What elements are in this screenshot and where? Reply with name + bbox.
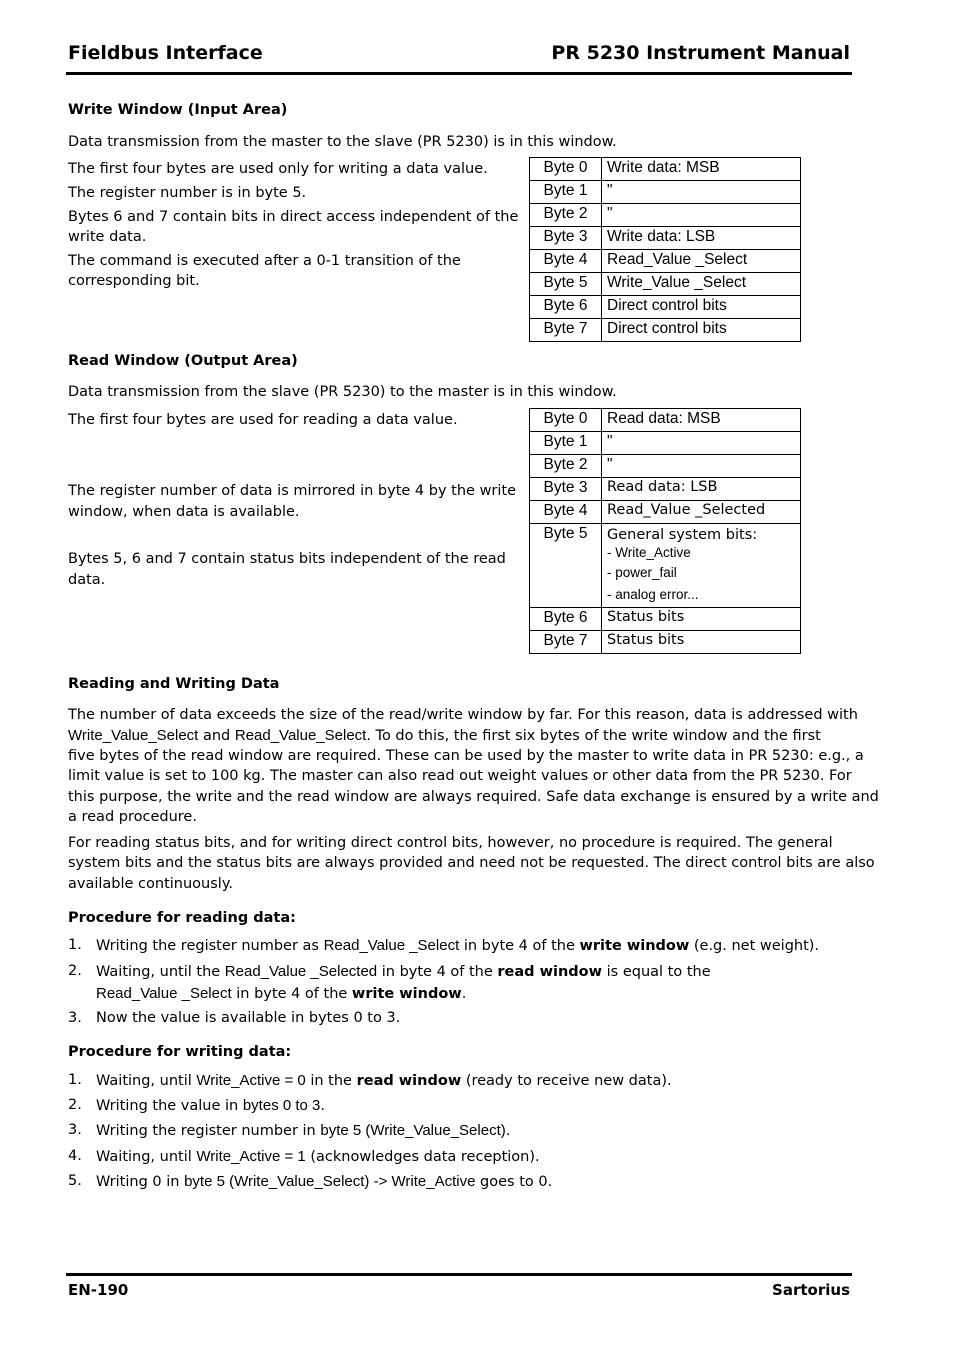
byte-value: Read data: MSB xyxy=(602,409,801,432)
write-window-heading: Write Window (Input Area) xyxy=(68,102,288,118)
byte-value: Write data: MSB xyxy=(602,158,801,181)
list-number: 1. xyxy=(68,937,82,953)
table-row xyxy=(530,204,801,227)
write-window-p3a: Bytes 6 and 7 contain bits in direct access independent of the xyxy=(68,209,519,225)
system-bit-item: - Write_Active xyxy=(607,545,691,560)
byte-value: Read data: LSB xyxy=(602,478,801,501)
byte-label: Byte 6 xyxy=(530,608,602,631)
byte-value xyxy=(602,524,801,608)
read-window-p2a: The register number of data is mirrored in byte 4 by the write xyxy=(68,483,517,499)
rw-para1-line2 xyxy=(68,726,821,746)
byte-label: Byte 3 xyxy=(530,478,602,501)
byte-value: " xyxy=(602,455,801,478)
write-window-p3b: write data. xyxy=(68,229,147,245)
text-fragment: . To do this, the first six bytes of the write window and the first xyxy=(366,728,821,744)
write-window-p2: The register number is in byte 5. xyxy=(68,185,307,201)
table-row xyxy=(530,608,801,631)
byte-value: Direct control bits xyxy=(602,296,801,319)
byte-label: Byte 2 xyxy=(530,204,602,227)
byte-label: Byte 2 xyxy=(530,455,602,478)
rw-para1-line6: a read procedure. xyxy=(68,809,197,825)
rw-para2-line3: available continuously. xyxy=(68,876,233,892)
read-window-heading: Read Window (Output Area) xyxy=(68,353,298,369)
list-number: 3. xyxy=(68,1010,82,1026)
table-row xyxy=(530,631,801,654)
table-row xyxy=(530,501,801,524)
list-text: Now the value is available in bytes 0 to 3. xyxy=(96,1010,401,1026)
byte-label: Byte 5 xyxy=(530,273,602,296)
byte-value: Status bits xyxy=(602,608,801,631)
read-window-p3b: data. xyxy=(68,572,106,588)
list-text: Waiting, until Write_Active = 0 in the read window (ready to receive new data). xyxy=(96,1072,672,1089)
byte-value: Write data: LSB xyxy=(602,227,801,250)
table-row xyxy=(530,319,801,342)
byte-value: Read_Value _Select xyxy=(602,250,801,273)
table-row xyxy=(530,273,801,296)
read-window-p1: The first four bytes are used for reading a data value. xyxy=(68,412,458,428)
page-number: EN-190 xyxy=(68,1281,129,1299)
table-row xyxy=(530,455,801,478)
byte-value: " xyxy=(602,432,801,455)
write-window-table xyxy=(529,157,801,342)
byte-label: Byte 1 xyxy=(530,432,602,455)
table-row xyxy=(530,432,801,455)
list-text: Writing the register number in byte 5 (Write_Value_Select). xyxy=(96,1122,511,1139)
read-window-table xyxy=(529,408,801,654)
byte-label: Byte 7 xyxy=(530,319,602,342)
read-window-p2b: window, when data is available. xyxy=(68,504,300,520)
byte-value: " xyxy=(602,204,801,227)
write-window-intro: Data transmission from the master to the slave (PR 5230) is in this window. xyxy=(68,134,617,150)
table-row xyxy=(530,524,801,608)
byte-label: Byte 3 xyxy=(530,227,602,250)
byte-label: Byte 6 xyxy=(530,296,602,319)
write-window-p4b: corresponding bit. xyxy=(68,273,200,289)
list-text: Waiting, until Write_Active = 1 (acknowledges data reception). xyxy=(96,1148,540,1165)
rw-para1-line1: The number of data exceeds the size of the read/write window by far. For this reason, data is addressed with xyxy=(68,707,858,723)
list-number: 2. xyxy=(68,1097,82,1113)
code-read-value-select: Read_Value_Select xyxy=(234,727,367,744)
table-row xyxy=(530,158,801,181)
byte-label: Byte 7 xyxy=(530,631,602,654)
table-row xyxy=(530,409,801,432)
list-text: Writing the register number as Read_Value _Select in byte 4 of the write window (e.g. net weight). xyxy=(96,937,820,954)
list-number: 5. xyxy=(68,1173,82,1189)
byte-label: Byte 1 xyxy=(530,181,602,204)
header-rule xyxy=(66,72,852,75)
rw-para1-line4: limit value is set to 100 kg. The master can also read out weight values or other data from the PR 5230. For xyxy=(68,768,852,784)
byte-value: Write_Value _Select xyxy=(602,273,801,296)
table-row xyxy=(530,478,801,501)
rw-para2-line1: For reading status bits, and for writing direct control bits, however, no procedure is required. The general xyxy=(68,835,833,851)
byte-value: " xyxy=(602,181,801,204)
byte-label: Byte 4 xyxy=(530,250,602,273)
table-row xyxy=(530,181,801,204)
system-bit-item: - power_fail xyxy=(607,565,677,580)
byte-label: Byte 0 xyxy=(530,158,602,181)
footer-brand: Sartorius xyxy=(772,1281,850,1299)
list-number: 2. xyxy=(68,963,82,979)
system-bit-item: - analog error... xyxy=(607,587,699,602)
list-number: 1. xyxy=(68,1072,82,1088)
read-window-p3a: Bytes 5, 6 and 7 contain status bits independent of the read xyxy=(68,551,506,567)
list-text: Writing the value in bytes 0 to 3. xyxy=(96,1097,326,1114)
proc-read-heading: Procedure for reading data: xyxy=(68,910,296,926)
table-row xyxy=(530,296,801,319)
rw-para1-line5: this purpose, the write and the read window are always required. Safe data exchange is ensured by a write and xyxy=(68,789,879,805)
list-number: 4. xyxy=(68,1148,82,1164)
rw-para1-line3: five bytes of the read window are required. These can be used by the master to write data in PR 5230: e.g., a xyxy=(68,748,864,764)
header-section-title: Fieldbus Interface xyxy=(68,42,263,64)
byte-label: Byte 0 xyxy=(530,409,602,432)
text-fragment: and xyxy=(198,728,235,744)
footer-rule xyxy=(66,1273,852,1276)
byte-value: Read_Value _Selected xyxy=(602,501,801,524)
byte-label: Byte 4 xyxy=(530,501,602,524)
byte-value: Direct control bits xyxy=(602,319,801,342)
code-write-value-select: Write_Value_Select xyxy=(68,727,199,744)
write-window-p4a: The command is executed after a 0-1 transition of the xyxy=(68,253,461,269)
read-window-intro: Data transmission from the slave (PR 5230) to the master is in this window. xyxy=(68,384,617,400)
rw-heading: Reading and Writing Data xyxy=(68,676,280,692)
list-number: 3. xyxy=(68,1122,82,1138)
proc-write-heading: Procedure for writing data: xyxy=(68,1044,292,1060)
byte-value: Status bits xyxy=(602,631,801,654)
byte-label: Byte 5 xyxy=(530,524,602,608)
table-row xyxy=(530,250,801,273)
list-text: Waiting, until the Read_Value _Selected in byte 4 of the read window is equal to the Read_Value _Select in byte 4 of the write window. xyxy=(96,963,711,1002)
general-system-bits-label: General system bits: xyxy=(607,527,758,543)
table-row xyxy=(530,227,801,250)
list-text: Writing 0 in byte 5 (Write_Value_Select) -> Write_Active goes to 0. xyxy=(96,1173,553,1190)
rw-para2-line2: system bits and the status bits are always provided and need not be requested. The direct control bits are also xyxy=(68,855,875,871)
write-window-p1: The first four bytes are used only for writing a data value. xyxy=(68,161,488,177)
header-manual-title: PR 5230 Instrument Manual xyxy=(551,42,850,64)
